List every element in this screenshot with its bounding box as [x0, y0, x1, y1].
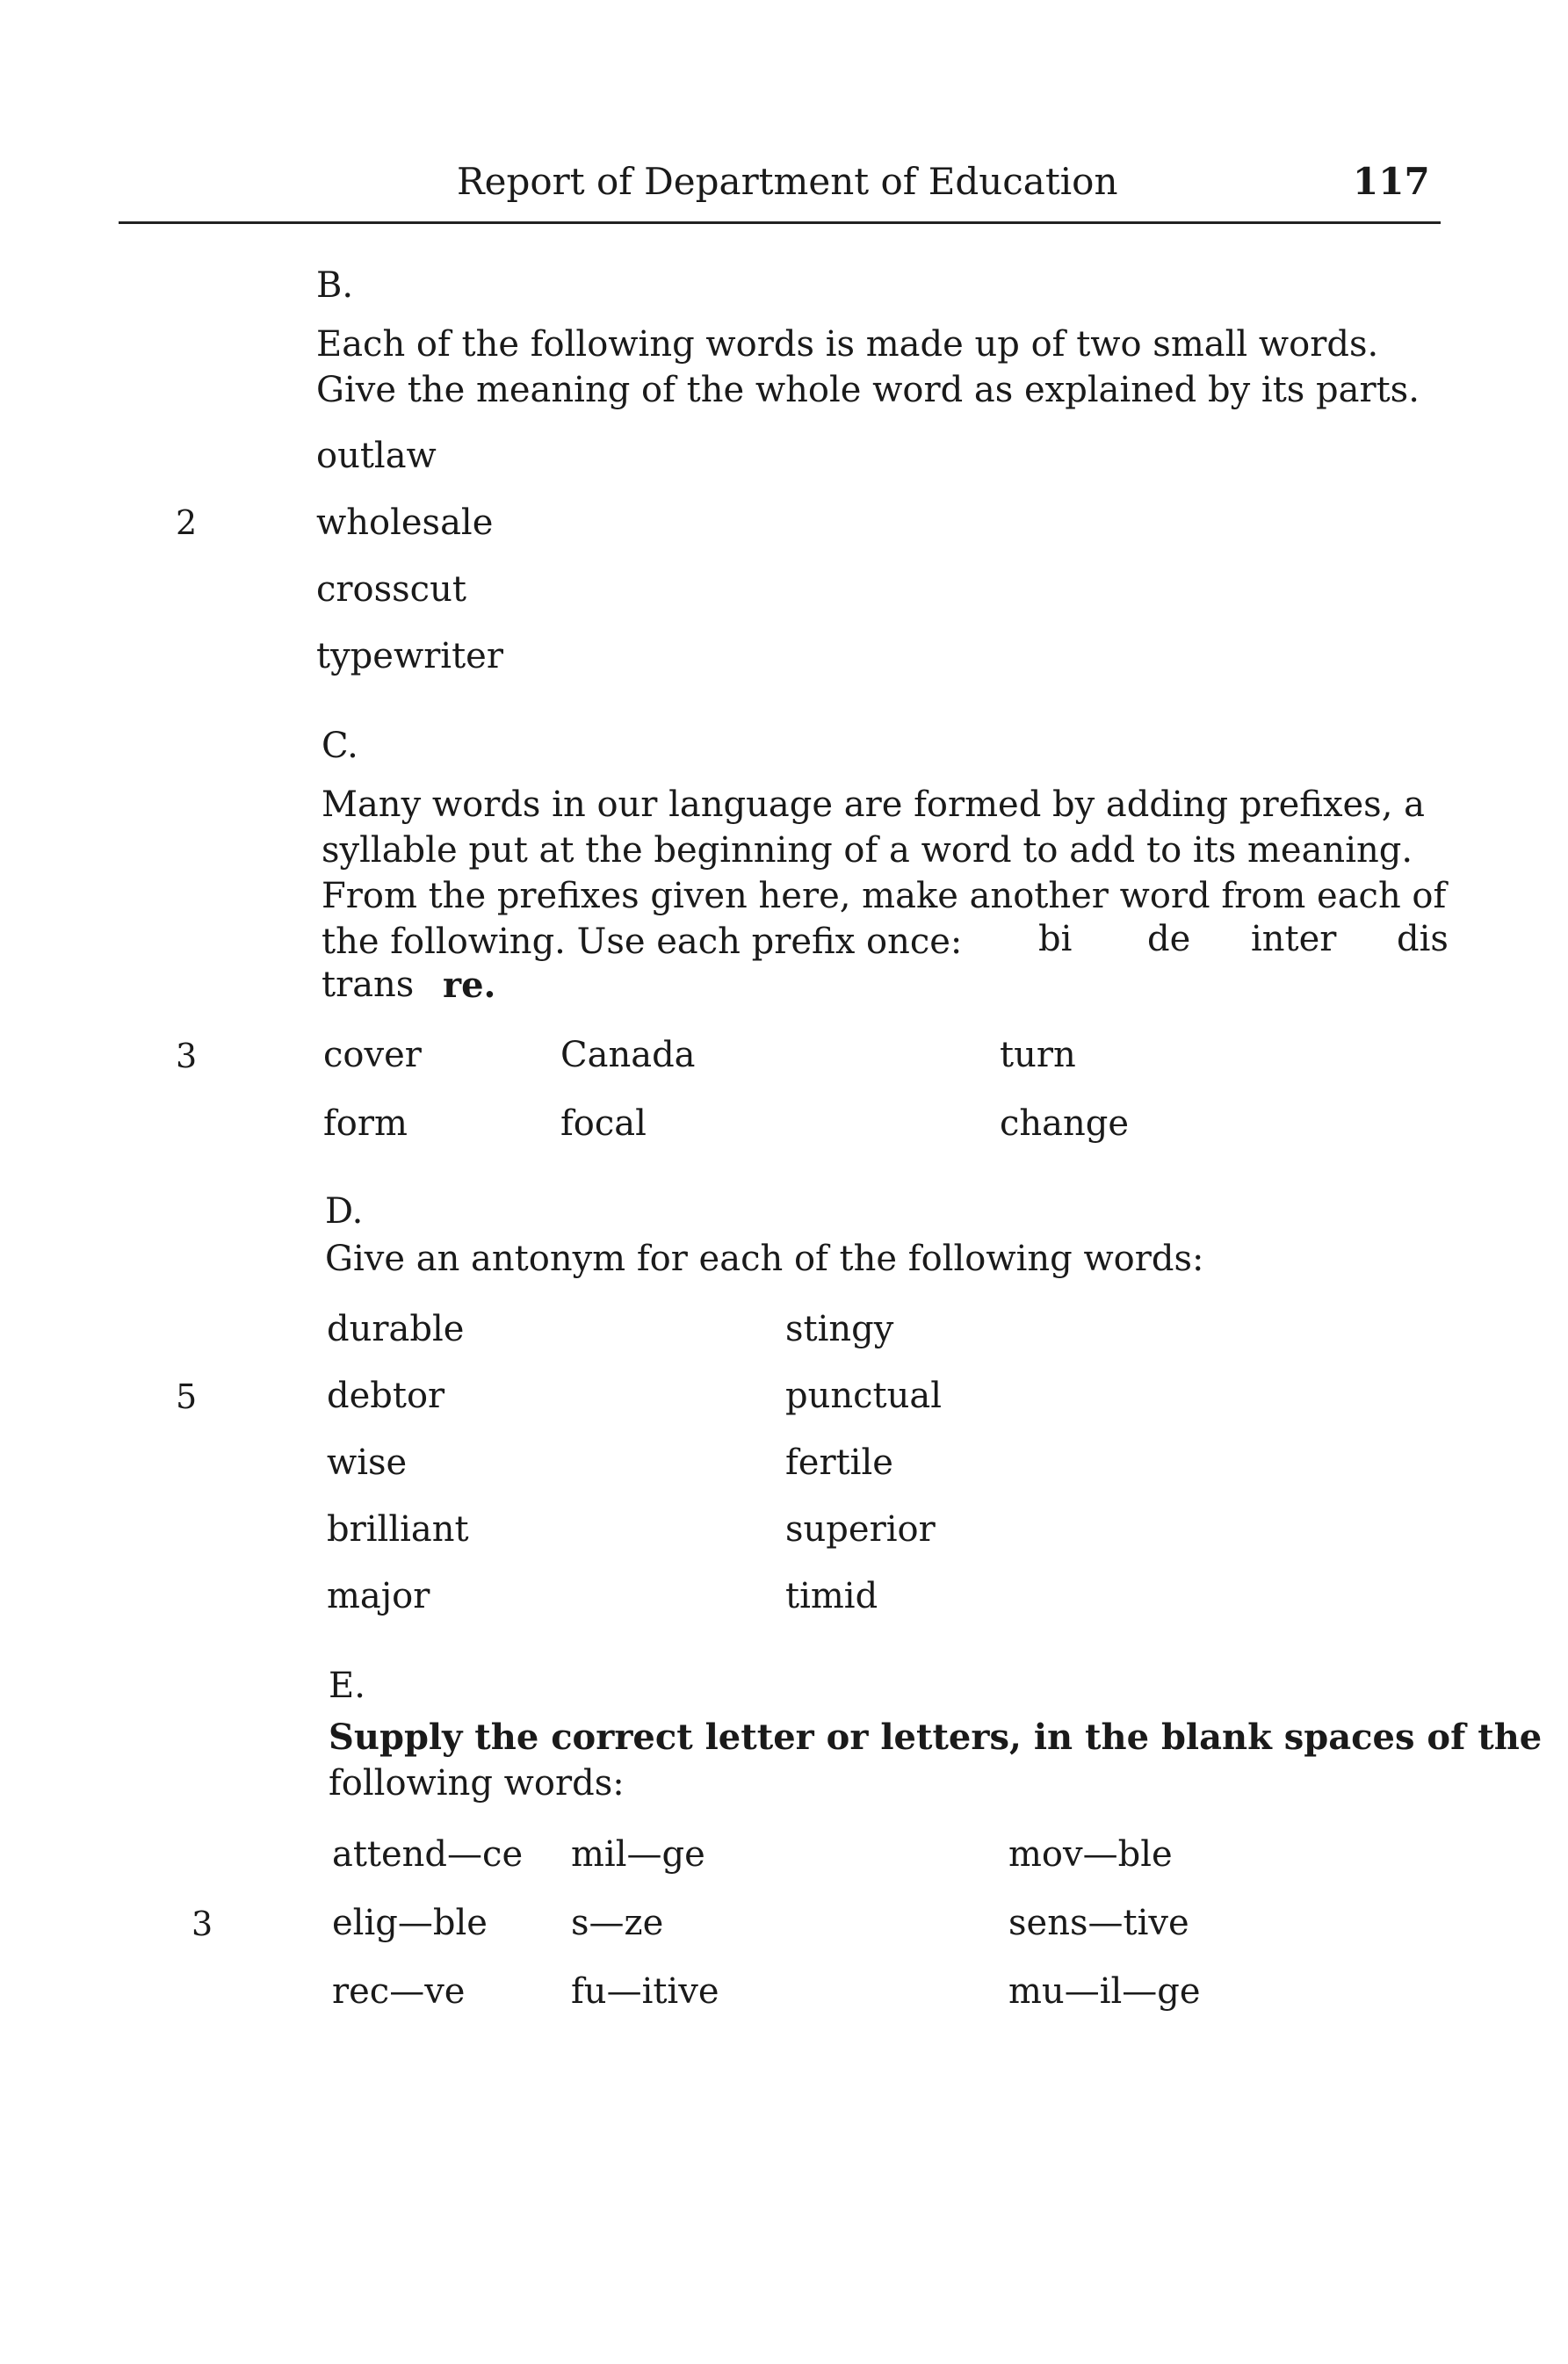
section-d-letter: D.: [325, 1191, 364, 1232]
section-e-word: sens—tive: [1008, 1903, 1189, 1943]
prefix-item: inter: [1251, 919, 1337, 959]
section-e-score: 3: [191, 1905, 213, 1943]
section-b-word: typewriter: [316, 636, 503, 676]
section-c-instruction-line: the following. Use each prefix once:: [322, 922, 963, 962]
section-c-score: 3: [176, 1037, 198, 1075]
prefix-item: de: [1147, 919, 1191, 959]
section-d-word-right: superior: [785, 1509, 936, 1550]
section-d-word-left: debtor: [327, 1376, 445, 1416]
section-d-word-left: major: [327, 1576, 430, 1616]
section-d-word-left: wise: [327, 1442, 408, 1483]
section-e-word: mov—ble: [1008, 1834, 1173, 1875]
header-rule: [119, 221, 1441, 224]
section-b-instruction-line: Each of the following words is made up of two small words.: [316, 324, 1379, 365]
section-c-instruction-line: From the prefixes given here, make another word from each of: [322, 876, 1447, 916]
section-e-instructions: [329, 1715, 1542, 1806]
section-c-word: Canada: [560, 1035, 696, 1075]
section-d-instruction: Give an antonym for each of the following words:: [325, 1239, 1204, 1279]
section-d-word-right: punctual: [785, 1376, 943, 1416]
section-e-word: attend—ce: [332, 1834, 524, 1875]
section-e-word: s—ze: [571, 1903, 664, 1943]
prefix-item: re.: [443, 965, 496, 1006]
section-e-word: mu—il—ge: [1008, 1971, 1201, 2012]
section-e-letter: E.: [329, 1666, 365, 1706]
section-e-instruction-line: Supply the correct letter or letters, in the blank spaces of the: [329, 1717, 1543, 1758]
section-d-word-right: stingy: [785, 1309, 894, 1349]
section-e-word: mil—ge: [571, 1834, 705, 1875]
section-b-word: crosscut: [316, 569, 466, 610]
section-c-word: cover: [323, 1035, 422, 1075]
section-d-word-right: timid: [785, 1576, 878, 1616]
running-header-title: Report of Department of Education: [457, 160, 1118, 203]
section-d-word-left: durable: [327, 1309, 465, 1349]
section-c-word: focal: [560, 1103, 647, 1144]
prefix-item: dis: [1397, 919, 1449, 959]
section-d-word-left: brilliant: [327, 1509, 469, 1550]
section-b-letter: B.: [316, 265, 354, 306]
section-e-word: fu—itive: [571, 1971, 719, 2012]
section-c-word: turn: [1000, 1035, 1076, 1075]
section-c-word: form: [323, 1103, 408, 1144]
section-e-instruction-line: following words:: [329, 1763, 625, 1804]
section-e-word: rec—ve: [332, 1971, 466, 2012]
section-b-instruction-line: Give the meaning of the whole word as explained by its parts.: [316, 370, 1420, 410]
prefix-item: trans: [322, 965, 415, 1005]
prefix-item: bi: [1038, 919, 1073, 959]
section-b-word: wholesale: [316, 502, 494, 543]
page-number: 117: [1353, 160, 1430, 203]
section-c-instruction-line: Many words in our language are formed by adding prefixes, a: [322, 784, 1425, 825]
section-b-instructions: [316, 322, 1420, 413]
section-b-score: 2: [176, 503, 198, 542]
section-b-word: outlaw: [316, 436, 437, 476]
section-c-letter: C.: [322, 726, 358, 766]
section-c-word: change: [1000, 1103, 1130, 1144]
section-c-instruction-line: syllable put at the beginning of a word to add to its meaning.: [322, 830, 1413, 871]
section-d-word-right: fertile: [785, 1442, 893, 1483]
section-d-score: 5: [176, 1377, 198, 1416]
section-e-word: elig—ble: [332, 1903, 488, 1943]
